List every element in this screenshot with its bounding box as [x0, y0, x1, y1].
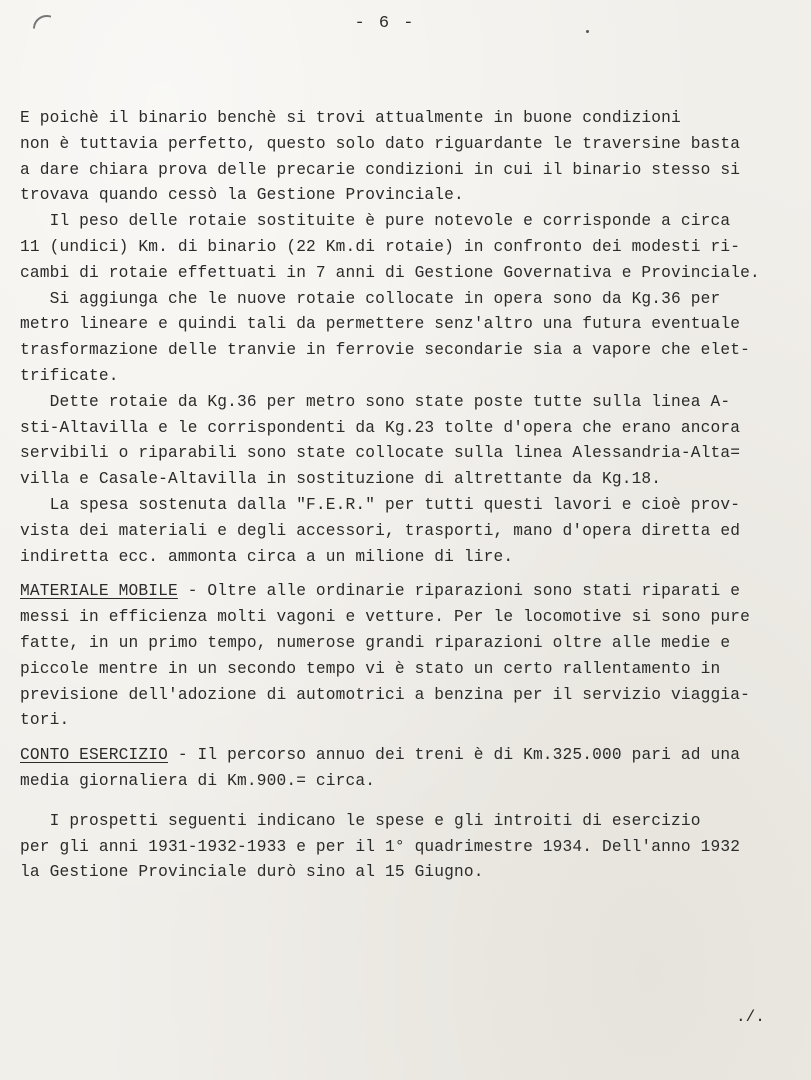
text-line: piccole mentre in un secondo tempo vi è stato un certo rallentamento in	[20, 659, 721, 678]
continuation-mark: ./.	[736, 1008, 765, 1026]
text-line: a dare chiara prova delle precarie condizioni in cui il binario stesso si	[20, 160, 741, 179]
text-line: trasformazione delle tranvie in ferrovie secondarie sia a vapore che elet-	[20, 341, 750, 360]
text-line: trovava quando cessò la Gestione Provinciale.	[20, 186, 464, 205]
text-line: media giornaliera di Km.900.= circa.	[20, 771, 376, 790]
materiale-line-rest: - Oltre alle ordinarie riparazioni sono stati riparati e	[177, 582, 741, 601]
text-line: villa e Casale-Altavilla in sostituzione di altrettante da Kg.18.	[20, 470, 662, 489]
text-line: metro lineare e quindi tali da permettere senz'altro una futura eventuale	[20, 315, 741, 334]
text-line: Dette rotaie da Kg.36 per metro sono state poste tutte sulla linea A-	[20, 392, 731, 411]
page-number: - 6 -	[354, 14, 416, 33]
text-line: la Gestione Provinciale durò sino al 15 Giugno.	[20, 863, 484, 882]
conto-line-rest: - Il percorso annuo dei treni è di Km.325.000 pari ad una	[167, 746, 741, 765]
text-line: Si aggiunga che le nuove rotaie collocate in opera sono da Kg.36 per	[20, 289, 721, 308]
text-line: La spesa sostenuta dalla "F.E.R." per tutti questi lavori e cioè prov-	[20, 495, 741, 514]
text-line: per gli anni 1931-1932-1933 e per il 1° quadrimestre 1934. Dell'anno 1932	[20, 837, 741, 856]
text-line: tori.	[20, 711, 70, 730]
ink-dot	[586, 30, 589, 33]
text-line: trificate.	[20, 366, 119, 385]
text-line: cambi di rotaie effettuati in 7 anni di Gestione Governativa e Provinciale.	[20, 263, 760, 282]
text-line: servibili o riparabili sono state collocate sulla linea Alessandria-Alta=	[20, 444, 741, 463]
conto-first-line	[20, 743, 800, 769]
materiale-first-line	[20, 579, 800, 605]
text-line: I prospetti seguenti indicano le spese e gli introiti di esercizio	[20, 811, 701, 830]
text-line: previsione dell'adozione di automotrici a benzina per il servizio viaggia-	[20, 685, 750, 704]
text-line: 11 (undici) Km. di binario (22 Km.di rotaie) in confronto dei modesti ri-	[20, 237, 741, 256]
text-line: non è tuttavia perfetto, questo solo dato riguardante le traversine basta	[20, 134, 741, 153]
text-line: fatte, in un primo tempo, numerose grandi riparazioni oltre alle medie e	[20, 633, 731, 652]
text-line: E poichè il binario benchè si trovi attualmente in buone condizioni	[20, 109, 681, 127]
text-line: vista dei materiali e degli accessori, trasporti, mano d'opera diretta ed	[20, 521, 741, 540]
materiale-heading: MATERIALE MOBILE	[20, 582, 178, 601]
text-line: Il peso delle rotaie sostituite è pure notevole e corrisponde a circa	[20, 212, 731, 231]
body-text	[20, 106, 800, 886]
text-line: indiretta ecc. ammonta circa a un milione di lire.	[20, 547, 514, 566]
conto-heading: CONTO ESERCIZIO	[20, 746, 168, 765]
text-line: messi in efficienza molti vagoni e vetture. Per le locomotive si sono pure	[20, 608, 750, 627]
text-line: sti-Altavilla e le corrispondenti da Kg.23 tolte d'opera che erano ancora	[20, 418, 741, 437]
